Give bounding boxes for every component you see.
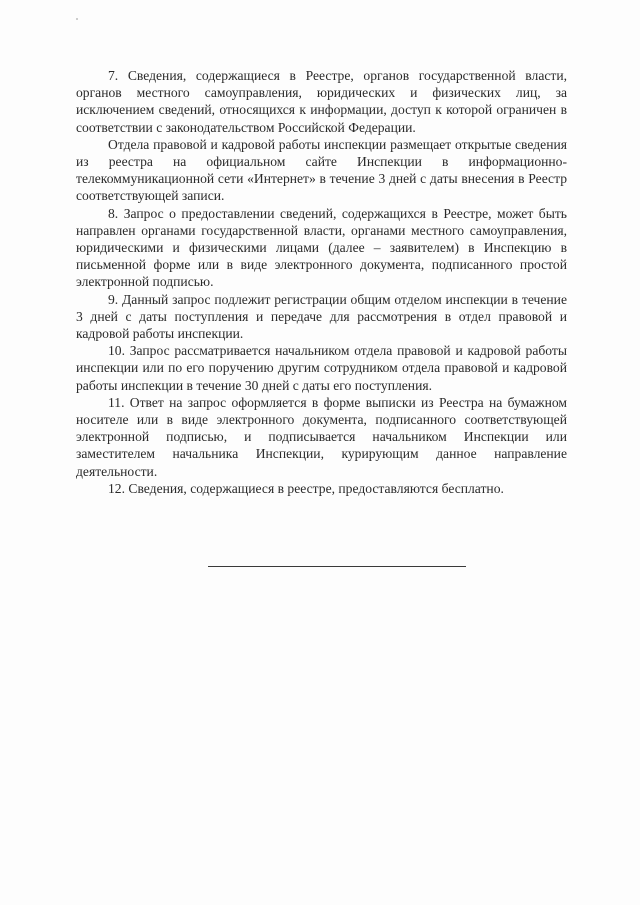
paragraph-11: 11. Ответ на запрос оформляется в форме выписки из Реестра на бумажном носителе или в виде электронного документа, подписанного соответствующей электронной подписью, и подписывается начальником Инспекции или заместителем начальника Инспекции, курирующим данное направление деятельности.	[76, 394, 567, 479]
end-of-document-line	[208, 566, 466, 567]
paragraph-8: 8. Запрос о предоставлении сведений, содержащихся в Реестре, может быть направлен органами государственной власти, органами местного самоуправления, юридическими и физическими лицами (далее – заявителем) в Инспекцию в письменной форме или в виде электронного документа, подписанного простой электронной подписью.	[76, 205, 567, 290]
paragraph-9: 9. Данный запрос подлежит регистрации общим отделом инспекции в течение 3 дней с даты поступления и передаче для рассмотрения в отдел правовой и кадровой работы инспекции.	[76, 291, 567, 342]
document-body	[76, 67, 567, 497]
paragraph-12: 12. Сведения, содержащиеся в реестре, предоставляются бесплатно.	[108, 480, 504, 496]
paragraph-10: 10. Запрос рассматривается начальником отдела правовой и кадровой работы инспекции или по его поручению другим сотрудником отдела правовой и кадровой работы инспекции в течение 30 дней с даты его поступления.	[76, 343, 567, 393]
paragraph-7-continuation: Отдела правовой и кадровой работы инспекции размещает открытые сведения из реестра на официальном сайте Инспекции в информационно-телекоммуникационной сети «Интернет» в течение 3 дней с даты внесения в Реестр соответствующей записи.	[76, 136, 567, 204]
paragraph-7: 7. Сведения, содержащиеся в Реестре, органов государственной власти, органов местного самоуправления, юридических и физических лиц, за исключением сведений, относящихся к информации, доступ к которой ограничен в соответствии с законодательством Российской Федерации.	[76, 68, 567, 135]
scan-speck	[76, 18, 78, 20]
